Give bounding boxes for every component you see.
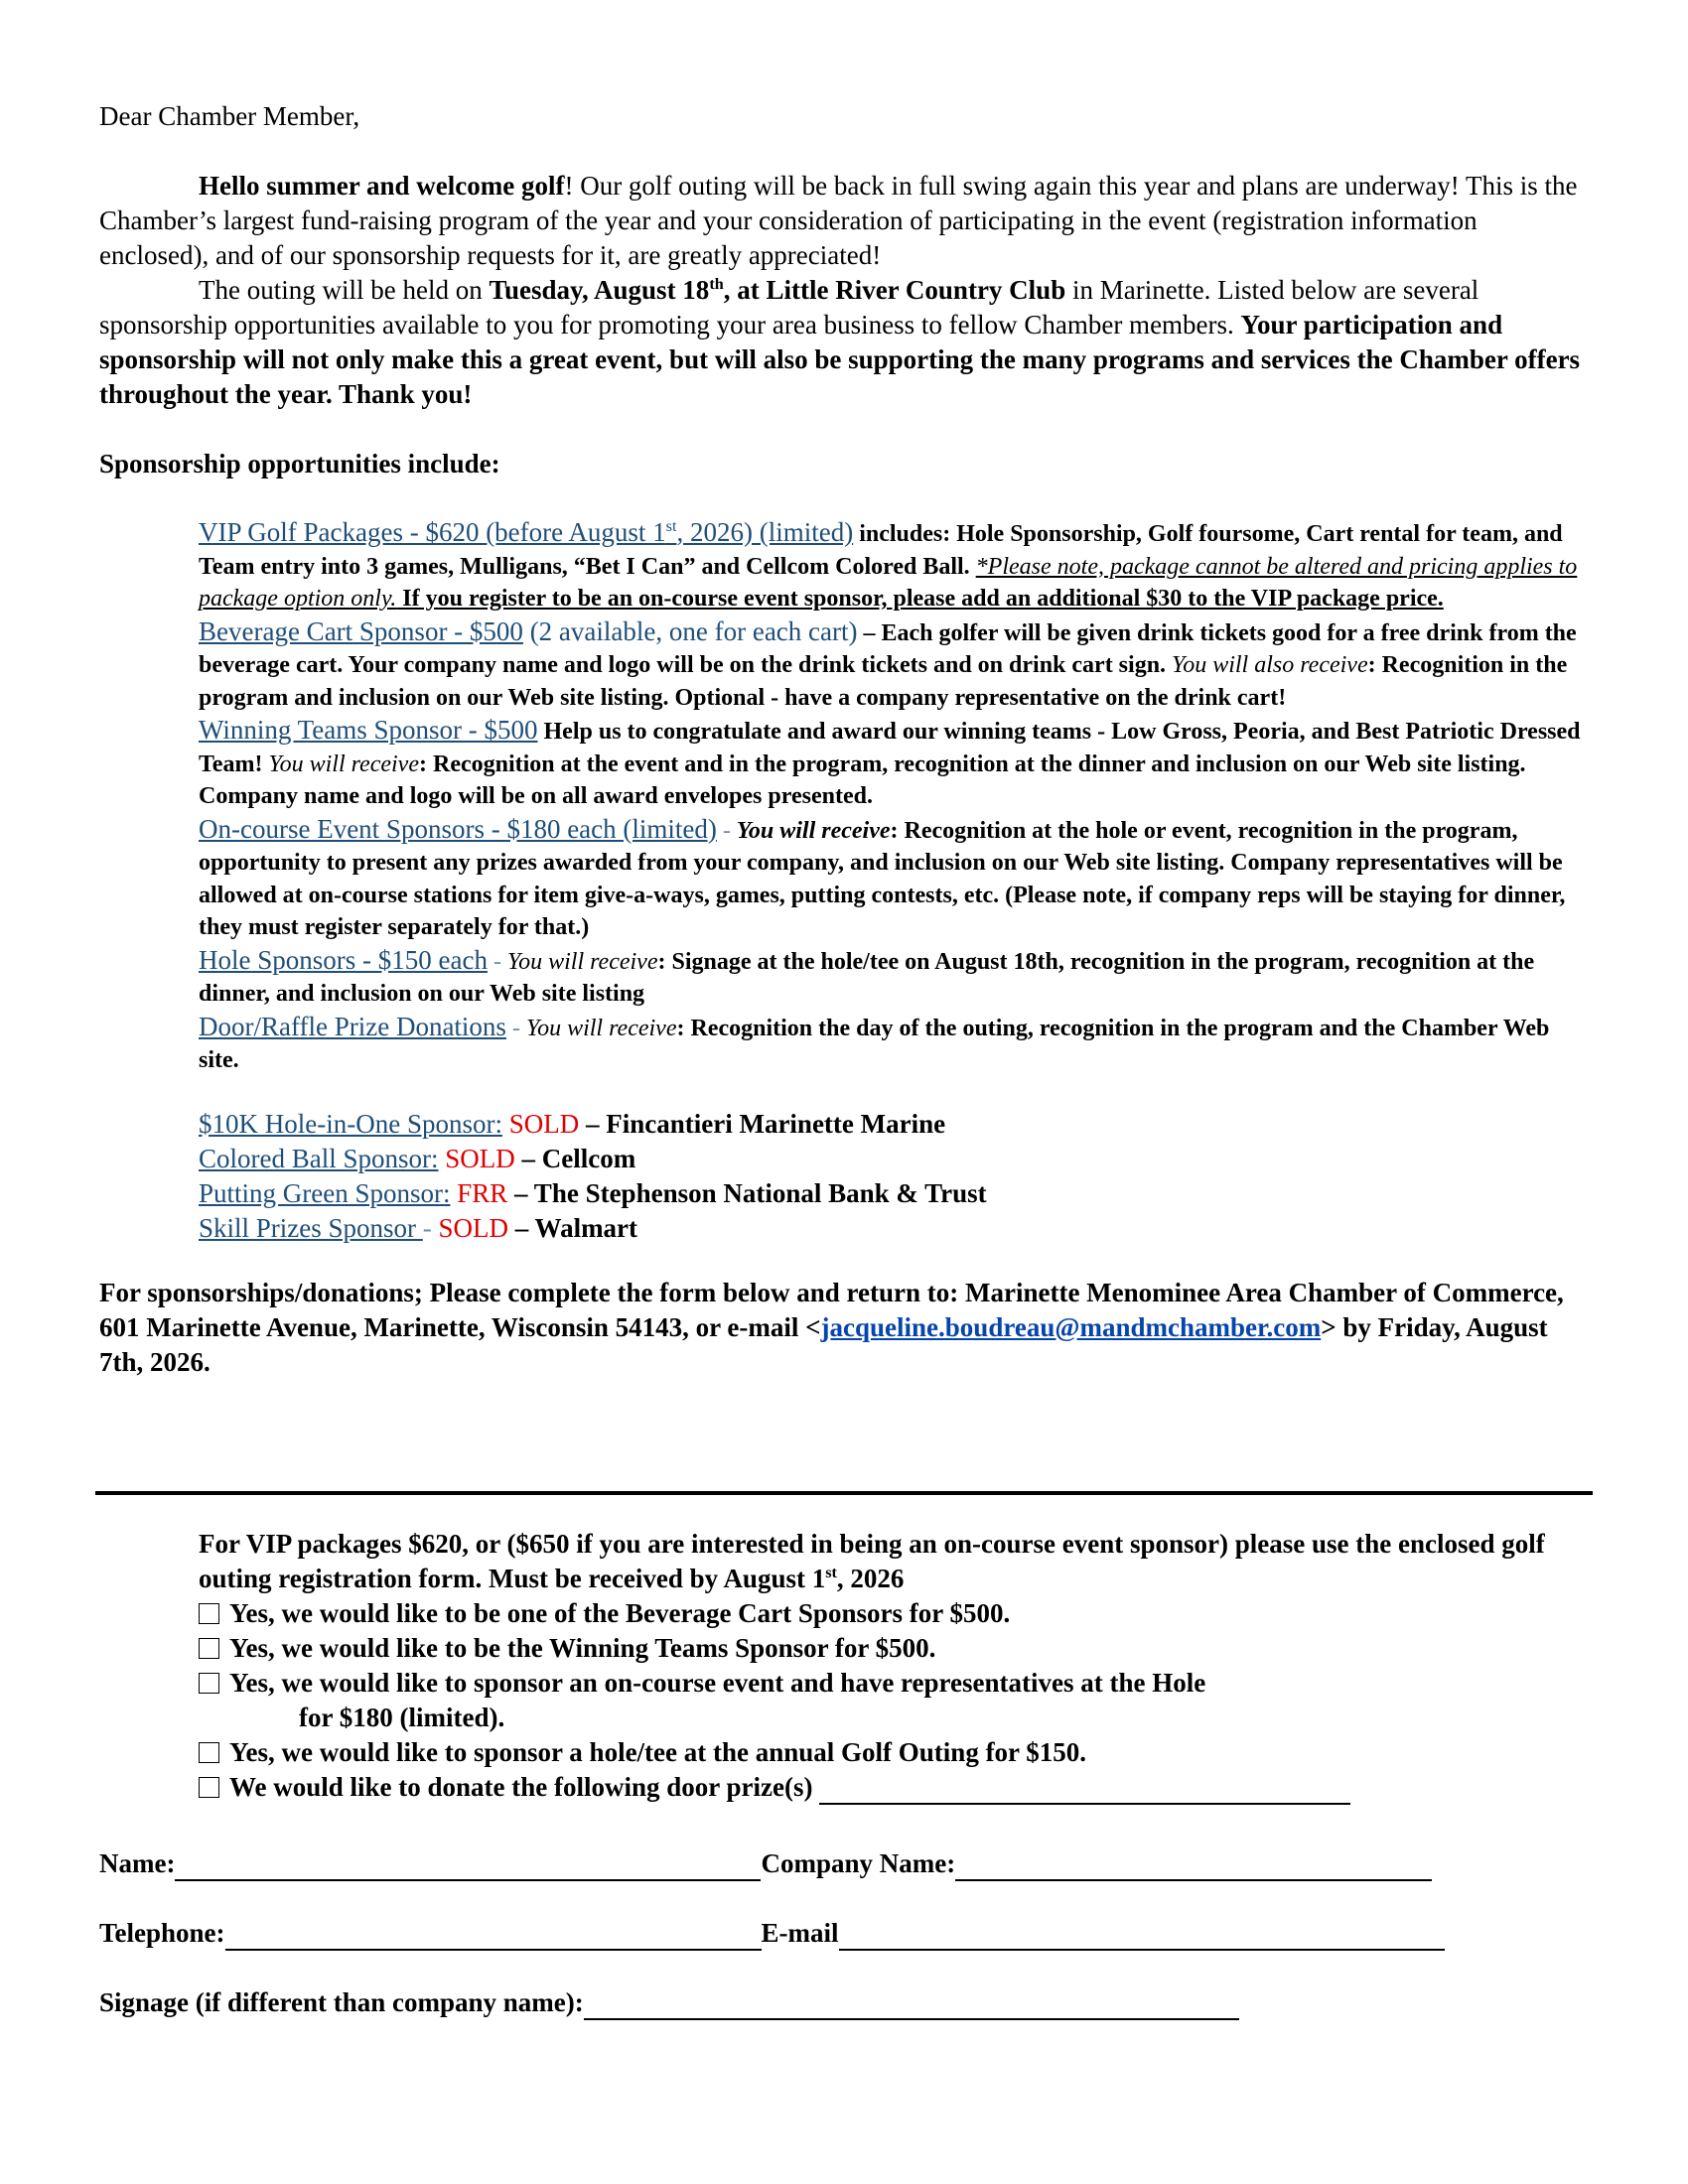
intro-paragraph bbox=[99, 169, 1589, 273]
form-option-on-course[interactable]: Yes, we would like to sponsor an on-course event and have representatives at the Hole bbox=[199, 1666, 1589, 1701]
checkbox[interactable] bbox=[199, 1638, 219, 1659]
named-sponsor-row bbox=[199, 1176, 1589, 1211]
outing-thanks: Your participation and sponsorship will not only make this a great event, but will also be supporting the many programs and services the Chamber offers throughout the year. Thank you! bbox=[99, 310, 1581, 409]
named-sponsor-row bbox=[199, 1107, 1589, 1142]
outing-date: Tuesday, August 18th, at Little River Country Club bbox=[489, 275, 1066, 305]
opportunities-heading: Sponsorship opportunities include: bbox=[99, 449, 500, 478]
email-label: E-mail bbox=[761, 1918, 839, 1948]
signage-row bbox=[99, 1985, 1239, 2020]
checkbox[interactable] bbox=[199, 1777, 219, 1798]
beverage-cart-link[interactable]: Beverage Cart Sponsor - $500 bbox=[199, 615, 523, 646]
name-field[interactable] bbox=[175, 1851, 761, 1881]
named-sponsor-label[interactable]: Putting Green Sponsor: bbox=[199, 1177, 451, 1208]
sponsor-name: – Cellcom bbox=[514, 1143, 636, 1173]
form-vip-note: For VIP packages $620, or ($650 if you are interested in being an on-course event sponsor) please use the enclosed golf outing registration form. Must be received by August 1st, 2026 bbox=[199, 1529, 1545, 1593]
winning-teams-item: Winning Teams Sponsor - $500 Help us to congratulate and award our winning teams - Low Gross, Peoria, and Best Patriotic Dressed Team! You will receive: Recognition at the event and in the program, recognition at the dinner and inclusion on our Web site listing. Company name and logo will be on all award envelopes presented. bbox=[199, 715, 1581, 809]
return-instructions: For sponsorships/donations; Please complete the form below and return to: Marinette Menominee Area Chamber of Commerce, 601 Marinette Avenue, Marinette, Wisconsin 54143, or e-mail <jacqueline.boudreau@mandmchamber.com> by Friday, August 7th, 2026. bbox=[99, 1277, 1564, 1377]
form-option-hole[interactable]: Yes, we would like to sponsor a hole/tee at the annual Golf Outing for $150. bbox=[199, 1735, 1589, 1770]
sponsor-name: – The Stephenson National Bank & Trust bbox=[507, 1177, 987, 1208]
named-sponsor-row bbox=[199, 1142, 1589, 1176]
door-prize-field[interactable] bbox=[819, 1775, 1350, 1805]
hole-sponsors-link[interactable]: Hole Sponsors - $150 each bbox=[199, 944, 488, 975]
signage-field[interactable] bbox=[584, 1990, 1239, 2020]
door-prize-item: Door/Raffle Prize Donations - You will receive: Recognition the day of the outing, recognition in the program and the Chamber Web site. bbox=[199, 1011, 1550, 1073]
door-prize-link[interactable]: Door/Raffle Prize Donations bbox=[199, 1011, 506, 1041]
salutation: Dear Chamber Member, bbox=[99, 101, 360, 131]
company-field[interactable] bbox=[955, 1851, 1432, 1881]
outing-text-b: in Marinette. Listed below are several sponsorship opportunities available to you for promoting your area business to fellow Chamber members. bbox=[99, 275, 1479, 340]
telephone-field[interactable] bbox=[225, 1921, 762, 1951]
hole-sponsors-item: Hole Sponsors - $150 each - You will receive: Signage at the hole/tee on August 18th, recognition in the program, recognition at the dinner, and inclusion on our Web site listing bbox=[199, 944, 1535, 1007]
outing-paragraph bbox=[99, 273, 1589, 412]
checkbox[interactable] bbox=[199, 1673, 219, 1694]
section-divider bbox=[95, 1491, 1593, 1495]
sponsor-status: SOLD bbox=[508, 1108, 580, 1139]
sponsor-name: – Walmart bbox=[508, 1212, 638, 1243]
on-course-event-link[interactable]: On-course Event Sponsors - $180 each (limited) bbox=[199, 813, 717, 844]
signage-label: Signage (if different than company name): bbox=[99, 1987, 584, 2017]
company-label: Company Name: bbox=[761, 1848, 956, 1878]
vip-note: *Please note, package cannot be altered and pricing applies to package option only. bbox=[199, 553, 1578, 612]
named-sponsor-label[interactable]: Skill Prizes Sponsor bbox=[199, 1212, 423, 1243]
named-sponsor-row: Skill Prizes Sponsor - SOLD – Walmart bbox=[199, 1212, 638, 1243]
vip-packages-link[interactable]: VIP Golf Packages - $620 (before August 1st, 2026) (limited) bbox=[199, 517, 854, 547]
beverage-cart-item: Beverage Cart Sponsor - $500 (2 available, one for each cart) – Each golfer will be given drink tickets good for a free drink from the beverage cart. Your company name and logo will be on the drink tickets and on drink cart sign. You will also receive: Recognition in the program and inclusion on our Web site listing. Optional - have a company representative on the drink cart! bbox=[199, 615, 1577, 711]
telephone-label: Telephone: bbox=[99, 1918, 225, 1948]
sponsorship-list bbox=[199, 516, 1589, 1077]
phone-email-row bbox=[99, 1916, 1445, 1951]
letter-body bbox=[99, 99, 1589, 1380]
name-company-row bbox=[99, 1846, 1432, 1881]
form-option-door-prize[interactable]: We would like to donate the following door prize(s) bbox=[199, 1770, 1589, 1805]
on-course-event-item: On-course Event Sponsors - $180 each (limited) - You will receive: Recognition at the hole or event, recognition in the program, opportunity to present any prizes awarded from your company, and inclusion on our Web site listing. Company representatives will be allowed at on-course stations for item give-a-ways, games, putting contests, etc. (Please note, if company reps will be staying for dinner, they must register separately for that.) bbox=[199, 813, 1566, 940]
form-option-on-course-cont: for $180 (limited). bbox=[299, 1703, 505, 1732]
named-sponsors-list bbox=[99, 1107, 1589, 1246]
form-option-beverage[interactable]: Yes, we would like to be one of the Beverage Cart Sponsors for $500. bbox=[199, 1596, 1589, 1631]
sponsor-status: SOLD bbox=[438, 1212, 509, 1243]
named-sponsor-label[interactable]: $10K Hole-in-One Sponsor: bbox=[199, 1108, 502, 1139]
checkbox[interactable] bbox=[199, 1742, 219, 1763]
sponsorship-form bbox=[199, 1527, 1589, 1805]
checkbox[interactable] bbox=[199, 1603, 219, 1624]
named-sponsor-label[interactable]: Colored Ball Sponsor: bbox=[199, 1143, 439, 1173]
vip-packages-item: VIP Golf Packages - $620 (before August 1st, 2026) (limited) includes: Hole Sponsorship, Golf foursome, Cart rental for team, and Team entry into 3 games, Mulligans, “Bet I Can” and Cellcom Colored Ball. *Please note, package cannot be altered and pricing applies to package option only. If you register to be an on-course event sponsor, please add an additional $30 to the VIP package price. bbox=[199, 517, 1578, 612]
name-label: Name: bbox=[99, 1848, 176, 1878]
sponsor-name: – Fincantieri Marinette Marine bbox=[579, 1108, 946, 1139]
intro-bold: Hello summer and welcome golf bbox=[199, 171, 565, 201]
contact-email-link[interactable]: jacqueline.boudreau@mandmchamber.com bbox=[820, 1311, 1322, 1342]
sponsor-status: SOLD bbox=[445, 1143, 515, 1173]
email-field[interactable] bbox=[839, 1921, 1445, 1951]
form-option-winning[interactable]: Yes, we would like to be the Winning Teams Sponsor for $500. bbox=[199, 1631, 1589, 1666]
outing-text-a: The outing will be held on bbox=[199, 275, 490, 305]
winning-teams-link[interactable]: Winning Teams Sponsor - $500 bbox=[199, 715, 538, 745]
sponsor-status: FRR bbox=[457, 1177, 508, 1208]
intro-rest: ! Our golf outing will be back in full swing again this year and plans are underway! This is the Chamber’s largest fund-raising program of the year and your consideration of participating in the event (registration information enclosed), and of our sponsorship requests for it, are greatly appreciated! bbox=[99, 171, 1578, 270]
